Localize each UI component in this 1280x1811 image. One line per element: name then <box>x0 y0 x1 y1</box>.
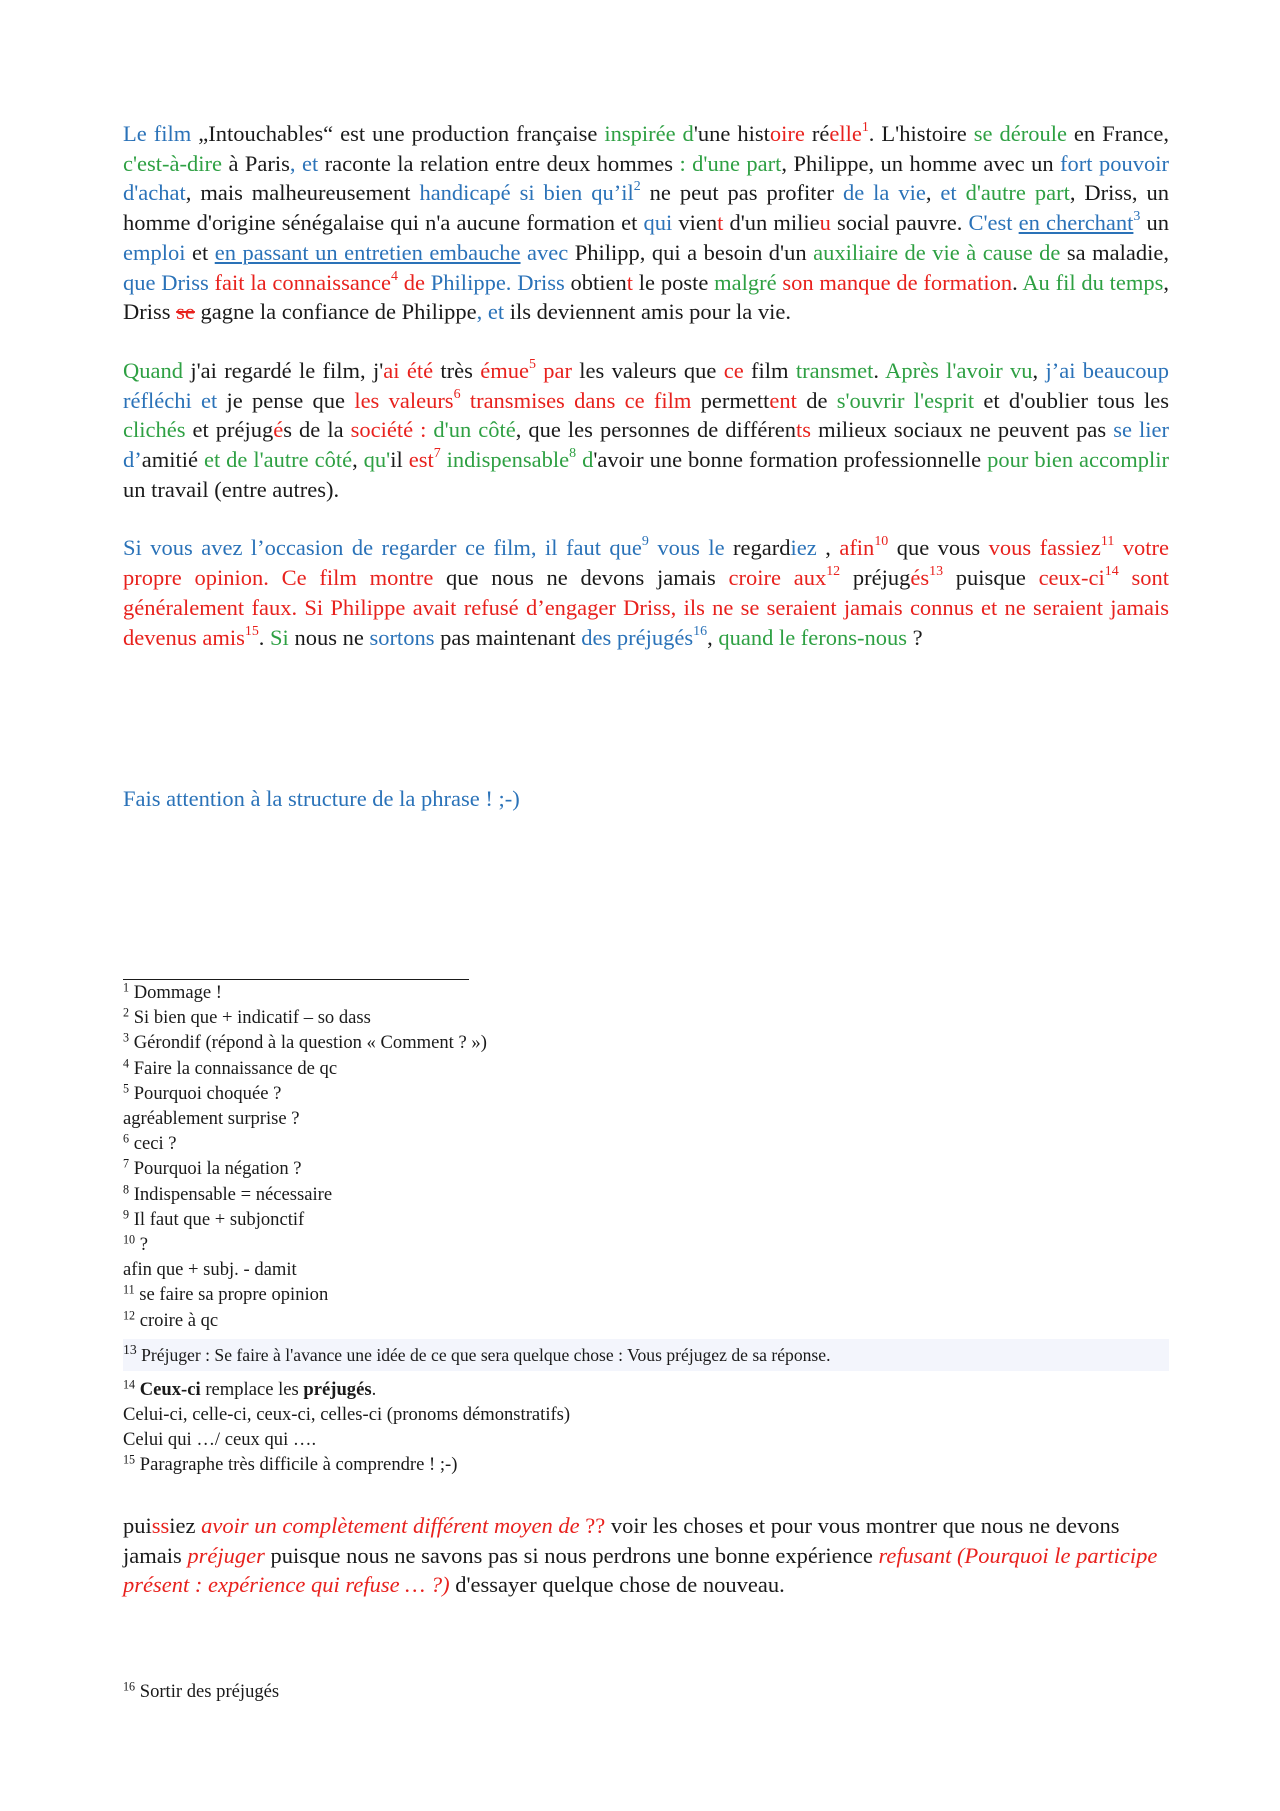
footnote-text-bold: préjugés <box>303 1378 372 1400</box>
text-span: et <box>940 180 957 206</box>
text-span: , <box>816 535 840 561</box>
text-span: malgré <box>714 269 777 295</box>
correction-italic: préjuger <box>187 1542 265 1568</box>
footnote-text: ? <box>135 1234 148 1256</box>
text-span: ne peut pas profiter <box>640 180 843 206</box>
text-span: vous fassiez <box>988 535 1101 561</box>
text-span: le poste <box>633 269 715 295</box>
text-span: vous le <box>648 535 725 561</box>
text-span: les valeurs <box>354 387 454 413</box>
text-span: d <box>576 447 594 473</box>
text-span: ceux-ci <box>1038 565 1105 591</box>
text-span: Ce film montre <box>281 565 434 591</box>
text-span: j’ai beaucoup réfléchi et <box>123 357 1169 413</box>
text-span: u <box>819 210 831 236</box>
text-span: raconte la relation entre deux hommes <box>318 150 680 176</box>
text-span: croire aux <box>728 565 827 591</box>
text-span: que nous ne devons jamais <box>433 565 729 591</box>
text-span: Au fil du temps <box>1022 269 1164 295</box>
footnote-number[interactable]: 5 <box>123 1081 130 1096</box>
footnote-ref[interactable]: 2 <box>633 179 641 195</box>
text-span: afin <box>839 535 875 561</box>
footnote-number[interactable]: 11 <box>123 1282 135 1297</box>
text-span: amitié <box>141 447 204 473</box>
text-span: voir les choses et pour vous montrer que nous ne devons jamais <box>123 1513 1120 1568</box>
text-span: pour bien accomplir <box>987 447 1169 473</box>
footnote-number[interactable]: 15 <box>123 1452 136 1467</box>
text-span: par <box>535 357 572 383</box>
text-span: t <box>626 269 634 295</box>
footnote-3 <box>123 1030 1169 1055</box>
footnote-number[interactable]: 2 <box>123 1005 130 1020</box>
footnote-number[interactable]: 13 <box>123 1341 137 1357</box>
text-span: et de l'autre côté <box>203 447 353 473</box>
footnote-text: Faire la connaissance de qc <box>129 1057 338 1079</box>
footnote-number[interactable]: 6 <box>123 1131 130 1146</box>
text-span: de <box>398 269 431 295</box>
footnote-ref[interactable]: 13 <box>929 564 944 580</box>
text-span: Après l'avoir vu <box>885 357 1033 383</box>
footnote-ref[interactable]: 15 <box>244 623 259 639</box>
text-span: un <box>1140 210 1169 236</box>
footnote-14 <box>123 1377 1169 1402</box>
correction-italic: refusant (Pourquoi le participe présent : expérience qui refuse … ?) <box>123 1542 1158 1598</box>
footnote-text: croire à qc <box>135 1309 219 1331</box>
text-span: ?? <box>579 1513 606 1538</box>
text-span: Quand <box>123 357 183 383</box>
text-span: avec <box>520 239 569 265</box>
footnote-ref[interactable]: 7 <box>433 446 441 461</box>
text-span: en passant un entretien embauche <box>214 239 521 265</box>
footnote-text: . <box>371 1378 377 1400</box>
text-span: t <box>717 210 724 236</box>
text-span: : d'une part <box>679 150 782 176</box>
footnote-5 <box>123 1081 1169 1106</box>
footnote-text: se faire sa propre opinion <box>134 1284 329 1306</box>
text-span: ent <box>769 387 797 413</box>
text-span: et préjug <box>185 417 274 443</box>
footnote-ref[interactable]: 9 <box>641 534 649 550</box>
text-span: sont généralement faux. Si Philippe avait refusé d’engager Driss, ils ne se seraient jamais connus et ne seraient jamais devenus amis <box>123 565 1169 650</box>
footnote-number[interactable]: 1 <box>123 980 130 995</box>
text-span: é <box>273 417 284 443</box>
footnote-1 <box>123 980 1169 1005</box>
footnote-ref[interactable]: 8 <box>569 446 577 461</box>
text-span: fait la connaissance <box>208 269 392 295</box>
footnote-text: Pourquoi choquée ? <box>129 1082 282 1104</box>
footnote-text: Paragraphe très difficile à comprendre ! ;-) <box>135 1454 458 1476</box>
text-span: transmises dans ce film <box>460 387 692 413</box>
text-span: emploi <box>123 239 186 265</box>
text-span: clichés <box>123 417 186 443</box>
text-span: indispensable <box>440 447 570 473</box>
text-span: de <box>796 387 837 413</box>
footnote-14-line-3: Celui qui …/ ceux qui …. <box>123 1429 317 1451</box>
text-span: que Driss <box>123 269 209 295</box>
text-span: ré <box>804 121 830 146</box>
footnote-11 <box>123 1282 1169 1307</box>
text-span: permett <box>691 387 770 413</box>
footnote-9 <box>123 1207 1169 1232</box>
paragraph-2 <box>123 356 1169 505</box>
footnote-number[interactable]: 12 <box>123 1308 136 1322</box>
footnote-number[interactable]: 14 <box>123 1377 136 1392</box>
correction-italic: avoir un complètement différent moyen de <box>201 1513 580 1538</box>
footnote-text: ceci ? <box>129 1133 177 1155</box>
text-span: Le film <box>123 121 192 146</box>
text-span: , <box>707 624 719 650</box>
teacher-note: Fais attention à la structure de la phrase ! ;-) <box>123 786 520 811</box>
text-span: de la vie <box>842 180 926 206</box>
text-span: c'est-à-dire <box>123 150 222 176</box>
text-span: émue <box>480 357 529 383</box>
text-span: 'avoir une bonne formation professionnelle <box>593 447 988 473</box>
text-span: les valeurs que <box>571 357 724 383</box>
text-span <box>957 180 966 205</box>
text-span: oire <box>769 121 805 146</box>
footnote-ref[interactable]: 10 <box>874 534 889 550</box>
text-span: ss <box>151 1513 170 1538</box>
footnote-text: remplace les <box>200 1378 304 1400</box>
footnote-ref[interactable]: 12 <box>826 564 841 580</box>
footnote-10 <box>123 1232 1169 1257</box>
text-span: ce <box>723 357 744 383</box>
text-span: d'essayer quelque chose de nouveau. <box>449 1572 785 1598</box>
text-span: se lier d’ <box>123 417 1169 473</box>
text-span: préjug <box>840 565 911 591</box>
text-span: s'ouvrir l'esprit <box>836 387 975 413</box>
footnote-number[interactable]: 8 <box>123 1181 130 1196</box>
footnote-ref[interactable]: 11 <box>1100 534 1115 550</box>
text-span: sa maladie, <box>1060 239 1169 265</box>
footnote-ref[interactable]: 4 <box>391 268 398 284</box>
text-span: qui <box>643 210 673 236</box>
text-span: és <box>910 565 930 591</box>
text-span: société <box>350 417 414 443</box>
text-span: se déroule <box>973 121 1067 146</box>
footnote-7 <box>123 1156 1169 1181</box>
text-span: , Driss <box>123 269 1170 325</box>
text-span: à Paris <box>222 150 290 176</box>
footnote-ref[interactable]: 1 <box>861 119 869 135</box>
text-span: je pense que <box>217 387 355 413</box>
text-span: , Driss, un homme d'origine sénégalaise qui n'a aucune formation et <box>123 180 1170 236</box>
text-span: handicapé si bien qu’il <box>419 180 634 206</box>
text-span: , que les personnes de différen <box>515 417 797 443</box>
text-span: vien <box>672 210 718 236</box>
text-span: d'un côté <box>433 417 516 443</box>
footnote-ref[interactable]: 3 <box>1133 209 1141 225</box>
comment-paragraph <box>123 1511 1169 1600</box>
text-span: transmet <box>795 357 874 383</box>
text-span: d'autre part <box>965 180 1070 206</box>
footnote-text: Indispensable = nécessaire <box>129 1183 333 1205</box>
footnote-text: Gérondif (répond à la question « Comment ? ») <box>129 1032 487 1054</box>
footnote-text-bold: Ceux-ci <box>139 1378 201 1400</box>
text-span: . <box>1012 269 1023 295</box>
text-span: C'est <box>968 210 1019 236</box>
text-span: que vous <box>888 535 989 561</box>
text-span: puisque nous ne savons pas si nous perdrons une bonne expérience <box>264 1542 879 1568</box>
text-span: Driss <box>511 269 565 295</box>
text-span: votre propre opinion. <box>123 535 1169 591</box>
footnote-text: Si bien que + indicatif – so dass <box>129 1007 371 1029</box>
footnote-12 <box>123 1308 1169 1333</box>
footnote-16 <box>123 1679 279 1704</box>
footnote-13 <box>123 1339 1169 1371</box>
text-span: quand le ferons-nous <box>718 624 908 650</box>
text-span: , mais malheureusement <box>185 180 420 206</box>
text-span: . <box>873 357 886 383</box>
footnote-ref[interactable]: 16 <box>693 623 708 639</box>
footnote-number[interactable]: 4 <box>123 1055 130 1070</box>
text-span: 'une hist <box>693 121 770 146</box>
text-span: s de la <box>283 417 351 443</box>
footnote-ref[interactable]: 14 <box>1104 564 1119 580</box>
text-span: inspirée d <box>604 121 694 146</box>
footnote-14-line-2: Celui-ci, celle-ci, ceux-ci, celles-ci (pronoms démonstratifs) <box>123 1404 571 1426</box>
text-span: regard <box>724 535 791 561</box>
text-span: gagne la confiance de Philippe <box>194 299 477 325</box>
text-span: iez <box>169 1513 202 1538</box>
text-span: et d'oublier tous les <box>974 387 1170 413</box>
text-span: , <box>925 180 941 206</box>
text-span: ils deviennent amis pour la vie. <box>504 299 791 325</box>
text-span: en cherchant <box>1018 210 1134 236</box>
paragraph-1 <box>123 119 1169 327</box>
text-span: Si vous avez l’occasion de regarder ce film, il faut que <box>123 535 642 561</box>
footnote-number[interactable]: 16 <box>123 1679 136 1694</box>
text-span: un travail (entre autres). <box>123 476 340 502</box>
text-span: nous ne <box>288 624 370 650</box>
text-span: d'un milie <box>723 210 820 236</box>
footnote-number[interactable]: 9 <box>123 1207 130 1222</box>
text-span: qu' <box>363 447 391 473</box>
footnote-4 <box>123 1056 1169 1081</box>
text-span: „Intouchables“ est une production française <box>191 121 605 146</box>
text-span: son manque de formation <box>776 269 1013 295</box>
paragraph-3 <box>123 533 1169 652</box>
footnote-10-continued: afin que + subj. - damit <box>123 1259 297 1281</box>
footnote-number[interactable]: 7 <box>123 1156 130 1171</box>
text-span: pui <box>123 1513 152 1538</box>
text-span: film <box>743 357 796 383</box>
text-span: très <box>433 357 481 383</box>
text-span: : <box>413 417 434 443</box>
footnote-ref[interactable]: 6 <box>453 386 461 402</box>
text-span: des préjugés <box>581 624 694 650</box>
footnotes <box>123 980 1169 1478</box>
footnote-number[interactable]: 3 <box>123 1030 130 1045</box>
text-span: , et <box>289 150 319 176</box>
text-span: Philipp, qui a besoin d'un <box>568 239 814 265</box>
footnote-text: Il faut que + subjonctif <box>129 1208 305 1230</box>
text-span: puisque <box>943 565 1039 591</box>
text-span: j'ai regardé le film, j' <box>183 357 384 383</box>
footnote-5-continued: agréablement surprise ? <box>123 1108 300 1130</box>
text-span: fort pouvoir d'achat <box>123 150 1169 206</box>
text-span: milieux sociaux ne peuvent pas <box>811 417 1114 443</box>
text-span: et <box>185 239 215 265</box>
text-span: . L'histoire <box>868 121 974 146</box>
footnote-text: Préjuger : Se faire à l'avance une idée de ce que sera quelque chose : Vous préjugez de sa réponse. <box>136 1344 831 1365</box>
text-span: social pauvre. <box>830 210 969 236</box>
footnote-15 <box>123 1452 1169 1477</box>
text-span: , <box>352 447 364 473</box>
footnote-6 <box>123 1131 1169 1156</box>
document-page <box>123 119 1170 1702</box>
text-span: ts <box>796 417 812 443</box>
text-span: ? <box>907 624 923 650</box>
text-span: , <box>1032 357 1046 383</box>
text-span: , Philippe, un homme avec un <box>781 150 1061 176</box>
text-span: se <box>176 299 195 325</box>
footnote-ref[interactable]: 5 <box>528 356 536 372</box>
text-span: ai été <box>383 357 434 383</box>
text-span: . <box>258 624 271 650</box>
footnote-8 <box>123 1182 1169 1207</box>
text-span: obtien <box>564 269 627 295</box>
footnote-text: Sortir des préjugés <box>135 1681 280 1702</box>
text-span: pas maintenant <box>434 624 582 650</box>
footnote-2 <box>123 1005 1169 1030</box>
footnote-number[interactable]: 10 <box>123 1232 136 1247</box>
text-span: auxiliaire de vie à cause de <box>813 239 1061 265</box>
text-span: iez <box>790 535 817 561</box>
text-span: , et <box>476 299 505 325</box>
footnote-text: Dommage ! <box>129 982 222 1003</box>
footnote-text: Pourquoi la négation ? <box>129 1158 302 1180</box>
text-span: il <box>390 447 409 473</box>
text-span: Philippe. <box>430 269 512 295</box>
text-span: sortons <box>369 624 435 650</box>
text-span: elle <box>829 121 862 146</box>
text-span: est <box>408 447 434 473</box>
text-span: en France, <box>1066 121 1170 146</box>
text-span: Si <box>270 624 289 650</box>
